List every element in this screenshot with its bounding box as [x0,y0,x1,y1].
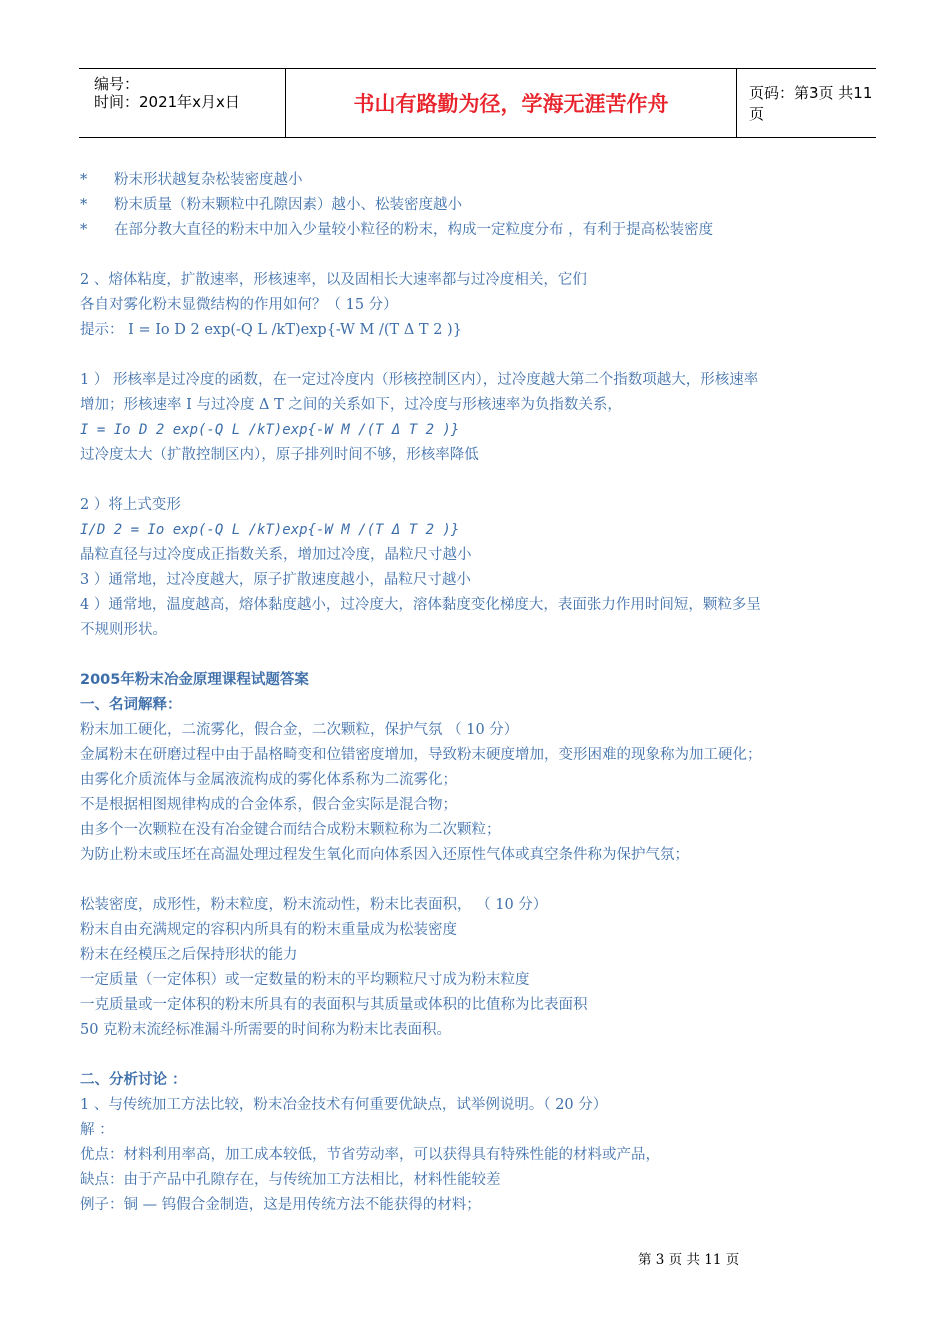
line-text: 不规则形状。 [80,622,167,638]
text-line [80,593,890,618]
line-text: 在部分教大直径的粉末中加入少量较小粒径的粉末，构成一定粒度分布 ，有利于提高松装密度 [114,222,714,238]
line-text: 过冷度太大（扩散控制区内），原子排列时间不够，形核率降低 [80,447,479,463]
line-text: 为防止粉末或压坯在高温处理过程发生氧化而向体系因入还原性气体或真空条件称为保护气氛； [80,847,689,863]
text-line [80,393,890,418]
text-line [80,268,890,293]
header-page-number: 页码：第3页 共11页 [749,84,873,123]
line-text: I = Io D 2 exp(-Q L /kT)exp{-W M /(T Δ T 2 )} [80,422,460,438]
text-line [80,943,890,968]
text-line [80,893,890,918]
text-line [80,368,890,393]
blank-line [80,243,890,268]
text-line [80,318,890,343]
text-line [80,768,890,793]
line-text: 3 ）通常地，过冷度越大，原子扩散速度越小，晶粒尺寸越小 [80,572,471,588]
line-text: 晶粒直径与过冷度成正指数关系，增加过冷度，晶粒尺寸越小 [80,547,472,563]
document-body [80,168,890,1218]
text-line [80,743,890,768]
text-line [80,443,890,468]
text-line [80,1143,890,1168]
code-label: 编号： [94,75,140,93]
text-line [80,1093,890,1118]
bullet-line [80,168,890,193]
text-line [80,993,890,1018]
line-text: 一、名词解释： [80,697,182,713]
text-line [80,543,890,568]
line-text: 由雾化介质流体与金属液流构成的雾化体系称为二流雾化； [80,772,457,788]
text-line [80,1118,890,1143]
header-motto: 书山有路勤为径，学海无涯苦作舟 [286,69,737,137]
line-text: 4 ）通常地，温度越高，熔体黏度越小，过冷度大，溶体黏度变化梯度大，表面张力作用时间短，颗粒多呈 [80,597,761,613]
text-line [80,918,890,943]
formula-line [80,418,890,443]
bullet-marker: * [80,222,88,238]
line-text: 由多个一次颗粒在没有冶金键合而结合成粉末颗粒称为二次颗粒； [80,822,501,838]
line-text: 优点：材料利用率高，加工成本较低，节省劳动率，可以获得具有特殊性能的材料或产品， [80,1147,660,1163]
text-line [80,1193,890,1218]
bullet-marker: * [80,172,88,188]
line-text: 粉末形状越复杂松装密度越小 [114,172,303,188]
line-text: 2 ）将上式变形 [80,497,181,513]
line-text: 一克质量或一定体积的粉末所具有的表面积与其质量或体积的比值称为比表面积 [80,997,588,1013]
line-text: 粉末质量（粉末颗粒中孔隙因素）越小、松装密度越小 [114,197,462,213]
line-text: 例子：铜 — 钨假合金制造，这是用传统方法不能获得的材料； [80,1197,481,1213]
page-footer: 第 3 页 共 11 页 [638,1252,740,1268]
text-line [80,843,890,868]
line-text: 粉末加工硬化，二流雾化，假合金，二次颗粒，保护气氛 （ 10 分） [80,722,519,738]
text-line [80,293,890,318]
line-text: 缺点：由于产品中孔隙存在，与传统加工方法相比，材料性能较差 [80,1172,501,1188]
blank-line [80,343,890,368]
section-heading [80,668,890,693]
line-text: I/D 2 = Io exp(-Q L /kT)exp{-W M /(T Δ T 2 )} [80,522,460,538]
section-heading [80,1068,890,1093]
text-line [80,493,890,518]
line-text: 解 ： [80,1122,114,1138]
line-text: 2005年粉末冶金原理课程试题答案 [80,672,309,688]
line-text: 50 克粉末流经标准漏斗所需要的时间称为粉末比表面积。 [80,1022,452,1038]
text-line [80,568,890,593]
line-text: 1 、与传统加工方法比较，粉末冶金技术有何重要优缺点，试举例说明。（ 20 分） [80,1097,608,1113]
text-line [80,718,890,743]
text-line [80,1168,890,1193]
text-line [80,618,890,643]
blank-line [80,1043,890,1068]
blank-line [80,468,890,493]
header-meta-cell [79,69,286,137]
line-text: 粉末自由充满规定的容积内所具有的粉末重量成为松装密度 [80,922,457,938]
line-text: 金属粉末在研磨过程中由于晶格畸变和位错密度增加，导致粉末硬度增加，变形困难的现象称为加工硬化； [80,747,762,763]
line-text: 不是根据相图规律构成的合金体系，假合金实际是混合物； [80,797,457,813]
line-text: 1 ） 形核率是过冷度的函数，在一定过冷度内（形核控制区内），过冷度越大第二个指数项越大，形核速率 [80,372,759,388]
text-line [80,1018,890,1043]
text-line [80,818,890,843]
line-text: 二、分析讨论 ： [80,1072,187,1088]
line-text: 一定质量（一定体积）或一定数量的粉末的平均颗粒尺寸成为粉末粒度 [80,972,530,988]
blank-line [80,868,890,893]
line-text: 粉末在经模压之后保持形状的能力 [80,947,298,963]
bullet-line [80,193,890,218]
line-text: 提示： I = Io D 2 exp(-Q L /kT)exp{-W M /(T Δ T 2 )} [80,322,462,338]
blank-line [80,643,890,668]
text-line [80,968,890,993]
line-text: 松装密度，成形性，粉末粒度，粉末流动性，粉末比表面积， （ 10 分） [80,897,548,913]
bullet-marker: * [80,197,88,213]
line-text: 增加；形核速率 I 与过冷度 Δ T 之间的关系如下，过冷度与形核速率为负指数关系， [80,397,622,413]
page-header [79,68,876,138]
line-text: 各自对雾化粉末显微结构的作用如何？（ 15 分） [80,297,398,313]
section-heading [80,693,890,718]
bullet-line [80,218,890,243]
line-text: 2 、熔体粘度，扩散速率，形核速率，以及固相长大速率都与过冷度相关，它们 [80,272,587,288]
time-label: 时间：2021年x月x日 [94,93,240,111]
formula-line [80,518,890,543]
text-line [80,793,890,818]
